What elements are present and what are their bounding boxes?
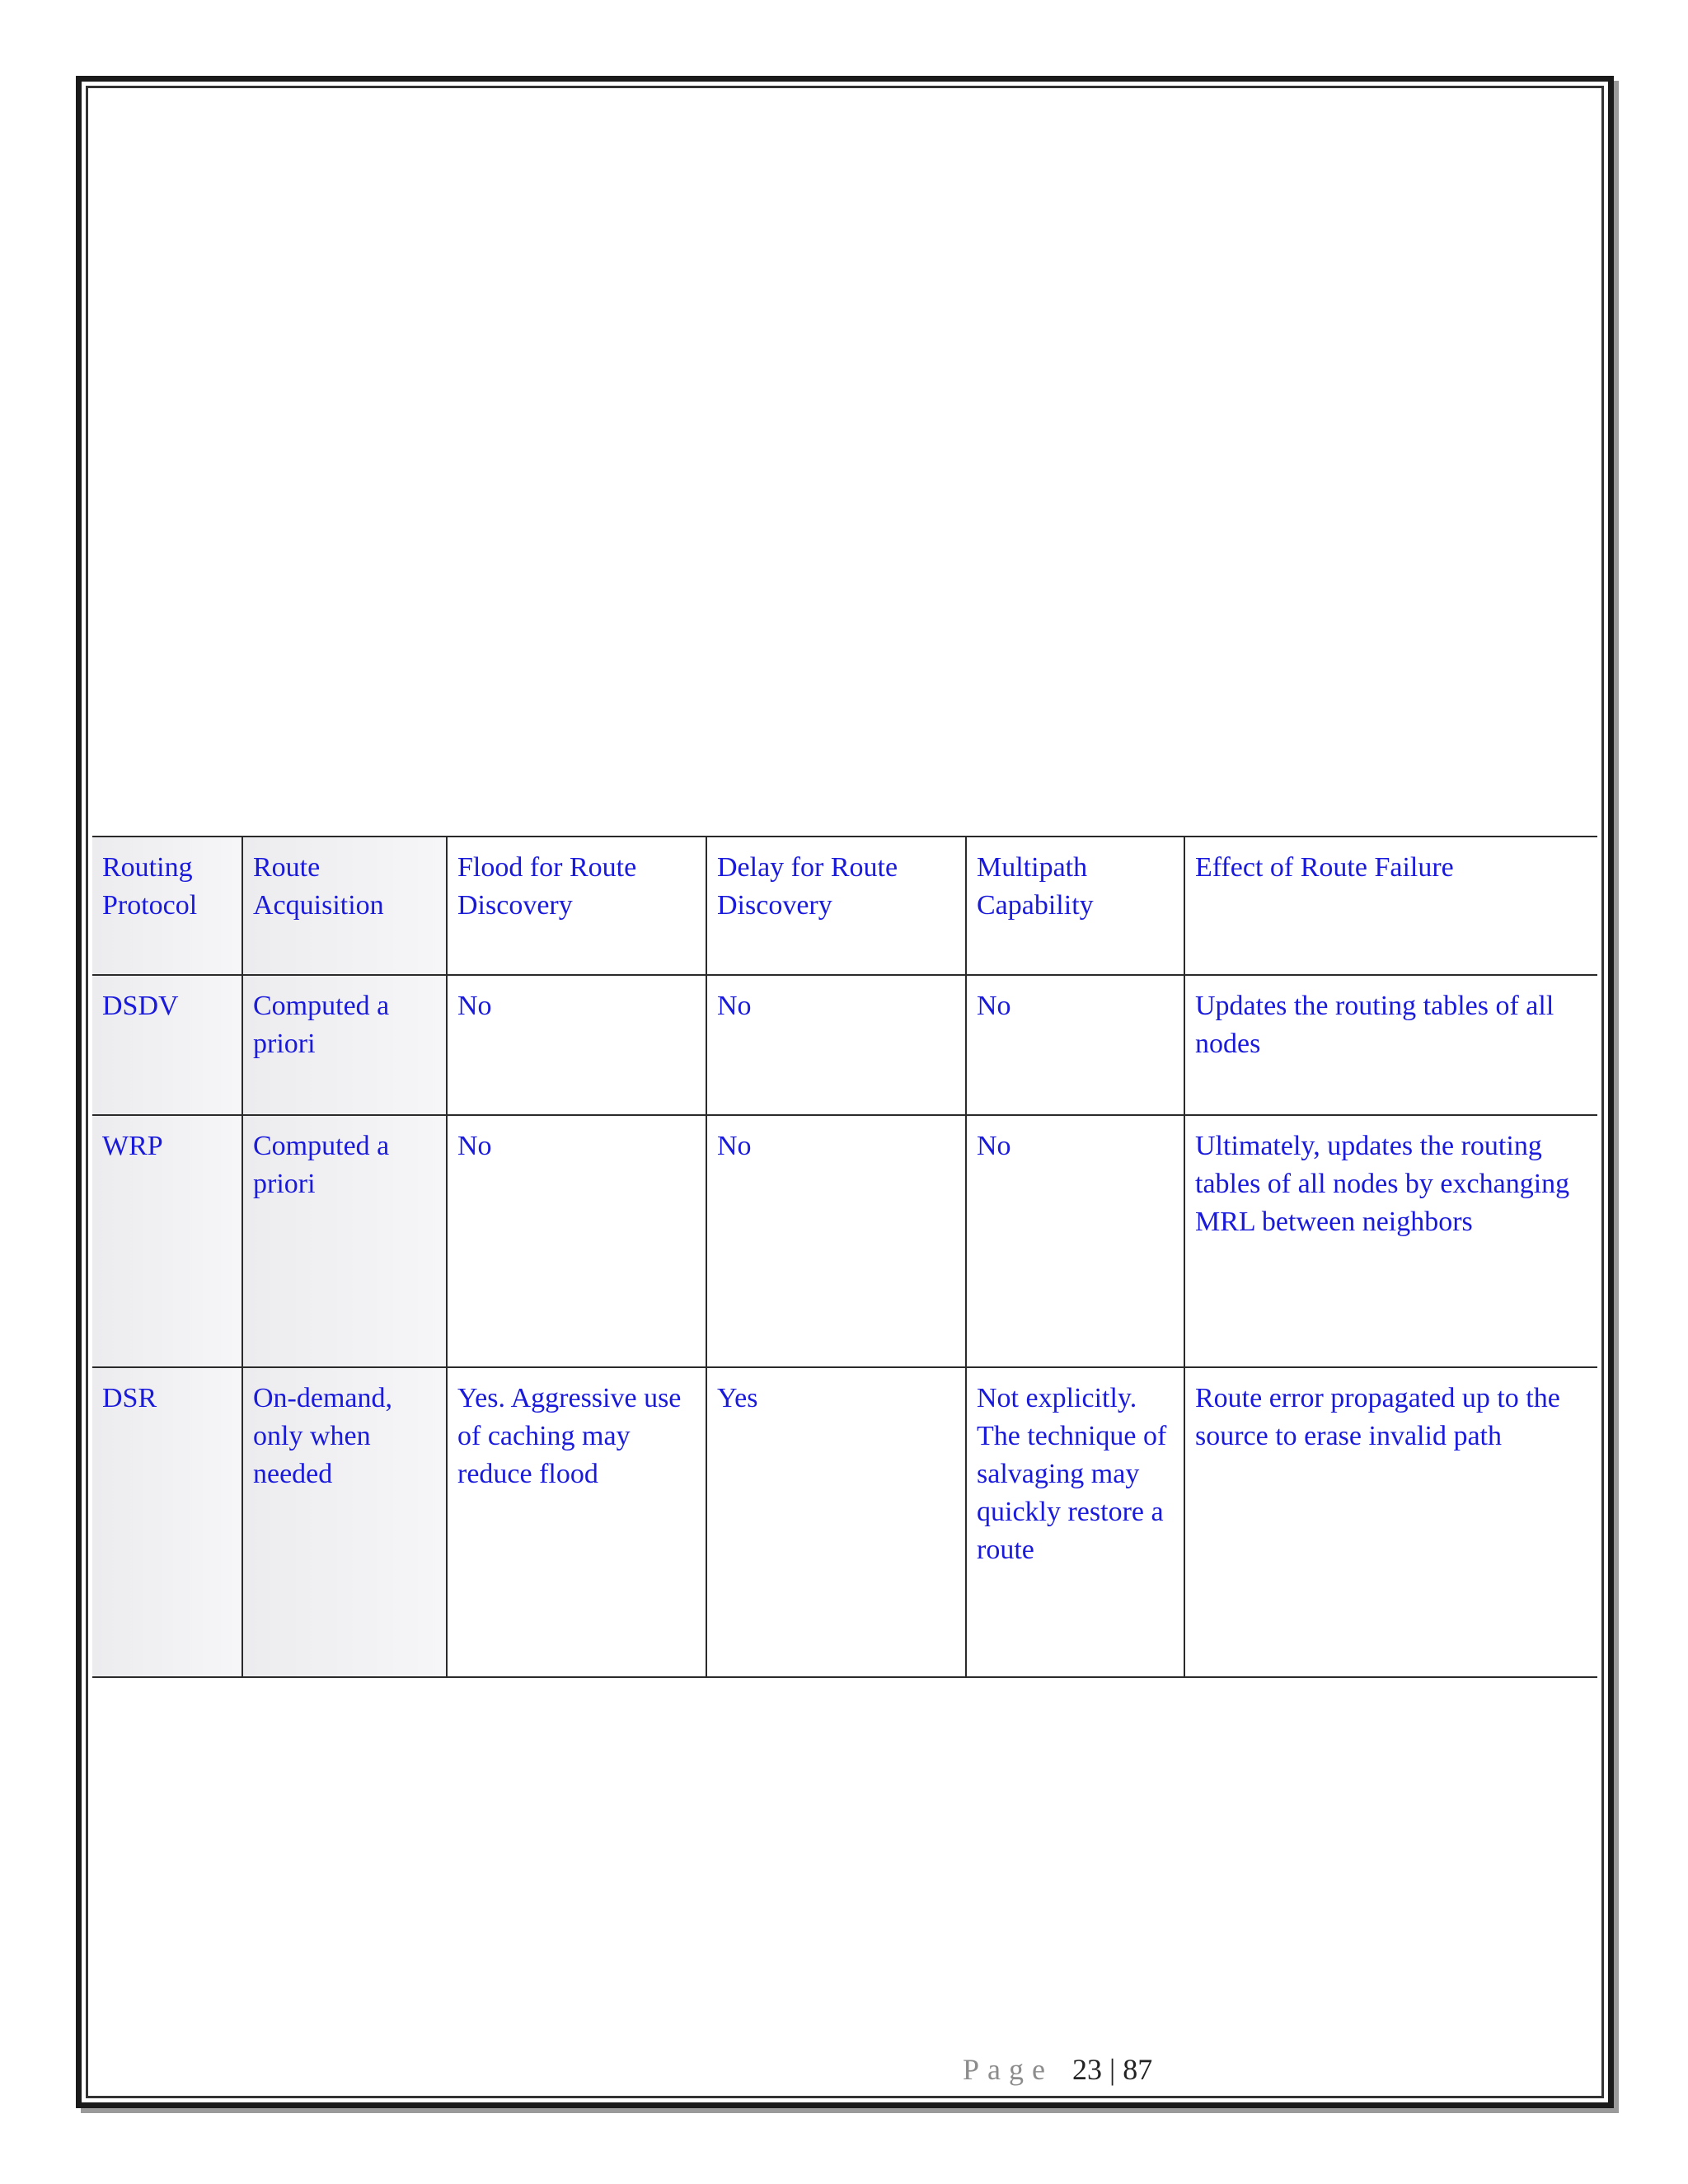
cell-route-acquisition: Computed a priori (242, 975, 447, 1115)
header-multipath-capability: Multipath Capability (966, 837, 1184, 975)
cell-multipath: Not explicitly. The technique of salvaging may quickly restore a route (966, 1367, 1184, 1677)
cell-multipath: No (966, 1115, 1184, 1367)
cell-protocol: WRP (92, 1115, 242, 1367)
cell-route-acquisition: Computed a priori (242, 1115, 447, 1367)
routing-protocol-comparison-table (92, 836, 1597, 1678)
table-row (92, 1115, 1597, 1367)
cell-effect-of-failure: Updates the routing tables of all nodes (1184, 975, 1597, 1115)
cell-protocol: DSR (92, 1367, 242, 1677)
cell-protocol: DSDV (92, 975, 242, 1115)
cell-effect-of-failure: Ultimately, updates the routing tables of all nodes by exchanging MRL between neighbors (1184, 1115, 1597, 1367)
cell-delay: No (706, 1115, 966, 1367)
page-separator: | (1109, 2053, 1116, 2086)
page-footer (963, 2052, 1152, 2087)
header-flood-for-route-discovery: Flood for Route Discovery (447, 837, 706, 975)
cell-delay: No (706, 975, 966, 1115)
header-effect-of-route-failure: Effect of Route Failure (1184, 837, 1597, 975)
routing-protocol-comparison-table-container (92, 836, 1597, 1678)
cell-route-acquisition: On-demand, only when needed (242, 1367, 447, 1677)
table-row (92, 975, 1597, 1115)
page-word: Page (963, 2053, 1053, 2086)
table-header-row (92, 837, 1597, 975)
cell-flood: No (447, 975, 706, 1115)
total-pages: 87 (1123, 2053, 1153, 2086)
cell-multipath: No (966, 975, 1184, 1115)
cell-flood: Yes. Aggressive use of caching may reduce flood (447, 1367, 706, 1677)
header-delay-for-route-discovery: Delay for Route Discovery (706, 837, 966, 975)
cell-effect-of-failure: Route error propagated up to the source to erase invalid path (1184, 1367, 1597, 1677)
header-routing-protocol: Routing Protocol (92, 837, 242, 975)
page-number: 23 (1071, 2053, 1102, 2086)
cell-delay: Yes (706, 1367, 966, 1677)
cell-flood: No (447, 1115, 706, 1367)
table-row (92, 1367, 1597, 1677)
header-route-acquisition: Route Acquisition (242, 837, 447, 975)
